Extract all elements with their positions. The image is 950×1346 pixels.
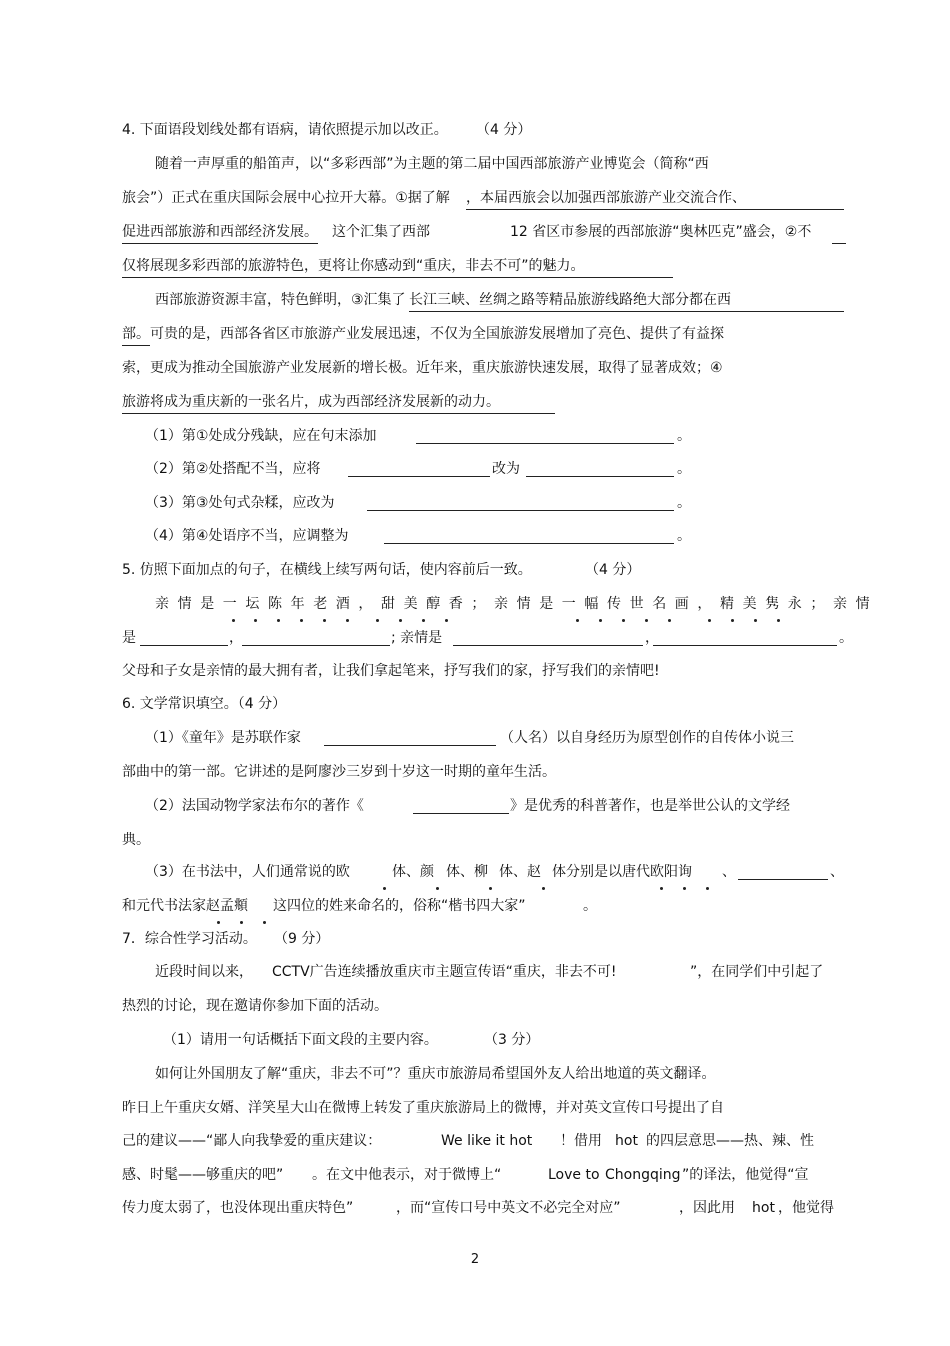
q7-passage-line2: 昨日上午重庆女婿、洋笑星大山在微博上转发了重庆旅游局上的微博，并对英文宣传口号提出了自 [122, 1100, 724, 1116]
q4-sub3-period: 。 [677, 495, 691, 511]
q4-p1-line1: 随着一声厚重的船笛声，以“多彩西部”为主题的第二届中国西部旅游产业博览会（简称“西 [155, 156, 709, 172]
q7-passage-line4e: ”的译法，他觉得“宣 [682, 1167, 809, 1183]
emphasis-dot [683, 887, 686, 890]
q4-sub2-to-blank[interactable] [526, 476, 674, 477]
q7-passage-line5c: ，因此用 [679, 1200, 735, 1216]
emphasis-dot [232, 619, 235, 622]
q6-sub3-end: 这四位的姓来命名的，俗称“楷书四大家” [273, 898, 526, 914]
emphasis-dot [622, 619, 625, 622]
q4-p1-line3b: 这个汇集了西部 [332, 224, 430, 240]
q7-sub1-score: （3 分） [484, 1032, 540, 1048]
q4-sub2-change-to: 改为 [492, 461, 520, 477]
q6-sub1-start: （1）《童年》是苏联作家 [145, 730, 301, 746]
q4-sub2-prompt: （2）第②处搭配不当，应将 [145, 461, 321, 477]
q7-passage-line3c: ！借用 [560, 1133, 602, 1149]
q4-sub4-prompt: （4）第④处语序不当，应调整为 [145, 528, 349, 544]
q6-sub1-line2: 部曲中的第一部。它讲述的是阿廖沙三岁到十岁这一时期的童年生活。 [122, 764, 556, 780]
emphasis-dot [489, 887, 492, 890]
q4-p1-line3c: 12 省区市参展的西部旅游“奥林匹克”盛会，②不 [510, 224, 812, 240]
q6-sub3-start: （3）在书法中，人们通常说的欧 [145, 864, 350, 880]
q7-passage-line5d: hot [752, 1200, 775, 1216]
q7-p1-end: ”，在同学们中引起了 [690, 964, 824, 980]
q6-author-blank[interactable] [324, 745, 496, 746]
emphasis-dot [777, 619, 780, 622]
q5-score: （4 分） [585, 562, 641, 578]
emphasis-dot [660, 887, 663, 890]
q7-p1-line2: 热烈的讨论，现在邀请你参加下面的活动。 [122, 998, 388, 1014]
q6-sub3-yan: 体、颜 [392, 864, 434, 880]
q7-passage-line3e: 的四层意思——热、辣、性 [646, 1133, 814, 1149]
q7-score: （9 分） [274, 931, 330, 947]
q4-sub4-answer-blank[interactable] [384, 543, 674, 544]
q5-comma-1: ， [229, 630, 243, 646]
emphasis-dot [445, 619, 448, 622]
q6-book-blank[interactable] [413, 813, 509, 814]
q5-line3: 父母和子女是亲情的最大拥有者，让我们拿起笔来，抒写我们的家，抒写我们的亲情吧! [122, 663, 660, 679]
q5-period: 。 [839, 630, 853, 646]
q6-sub3-liu: 体、柳 [446, 864, 488, 880]
q6-sub2-end: 》是优秀的科普著作，也是举世公认的文学经 [510, 798, 790, 814]
q7-passage-line3b: We like it hot [441, 1133, 533, 1149]
page-number: 2 [470, 1252, 480, 1267]
q7-passage-line4c: Love to [548, 1167, 600, 1183]
emphasis-dot [731, 619, 734, 622]
emphasis-dot [422, 619, 425, 622]
q4-underlined-2: 仅将展现多彩西部的旅游特色，更将让你感动到“重庆，非去不可”的魅力。 [122, 256, 673, 278]
emphasis-dot [383, 887, 386, 890]
q4-sub3-answer-blank[interactable] [367, 510, 674, 511]
q7-passage-line5a: 传力度太弱了，也没体现出重庆特色” [122, 1200, 354, 1216]
q7-passage-line5b: ，而“宣传口号中英文不必完全对应” [396, 1200, 621, 1216]
q6-title: 6. 文学常识填空。（4 分） [122, 696, 287, 712]
emphasis-dot [240, 921, 243, 924]
q7-passage-line1: 如何让外国朋友了解“重庆，非去不可”？重庆市旅游局希望国外友人给出地道的英文翻译。 [155, 1066, 716, 1082]
q6-sub1-end: （人名）以自身经历为原型创作的自传体小说三 [500, 730, 794, 746]
q7-p1-start: 近段时间以来， [155, 964, 253, 980]
emphasis-dot [542, 887, 545, 890]
q7-sub1-prompt: （1）请用一句话概括下面文段的主要内容。 [163, 1032, 438, 1048]
emphasis-dot [263, 921, 266, 924]
q7-passage-line5e: ，他觉得 [778, 1200, 834, 1216]
emphasis-dot [706, 887, 709, 890]
q5-blank-2[interactable] [242, 645, 390, 646]
q7-passage-line3a: 己的建议——“鄙人向我挚爱的重庆建议： [122, 1133, 382, 1149]
q5-blank-1[interactable] [140, 645, 228, 646]
emphasis-dot [376, 619, 379, 622]
q5-example-line: 亲情是一坛陈年老酒，甜美醇香；亲情是一幅传世名画，精美隽永；亲情 [155, 596, 879, 612]
q7-passage-line4d: Chongqing [605, 1167, 681, 1183]
q5-blank-3[interactable] [453, 645, 643, 646]
q6-calligrapher-blank[interactable] [738, 879, 828, 880]
q5-title: 5. 仿照下面加点的句子，在横线上续写两句话，使内容前后一致。 [122, 562, 532, 578]
emphasis-dot [399, 619, 402, 622]
emphasis-dot [754, 619, 757, 622]
q5-line2-middle: ; 亲情是 [391, 630, 443, 646]
q6-sub3-sep1: 、 [722, 864, 736, 880]
q5-line2-start: 是 [122, 630, 136, 646]
q6-sub3-period: 。 [583, 898, 597, 914]
q4-sub4-period: 。 [677, 528, 691, 544]
q4-title: 4. 下面语段划线处都有语病，请依照提示加以改正。 [122, 122, 448, 138]
q4-sub3-prompt: （3）第③处句式杂糅，应改为 [145, 495, 335, 511]
q4-sub1-prompt: （1）第①处成分残缺，应在句末添加 [145, 428, 377, 444]
emphasis-dot [645, 619, 648, 622]
q4-p2-line2b: 可贵的是，西部各省区市旅游产业发展迅速，不仅为全国旅游发展增加了亮色、提供了有益探 [150, 326, 724, 342]
emphasis-dot [217, 921, 220, 924]
emphasis-dot [599, 619, 602, 622]
q4-sub2-from-blank[interactable] [348, 476, 490, 477]
q7-passage-line4b: 。在文中他表示，对于微博上“ [312, 1167, 502, 1183]
q4-underlined-1b: 促进西部旅游和西部经济发展。 [122, 222, 318, 244]
q4-sub1-answer-blank[interactable] [416, 443, 674, 444]
emphasis-dot [576, 619, 579, 622]
q6-sub3-zhao: 体、赵 [499, 864, 541, 880]
emphasis-dot [668, 619, 671, 622]
emphasis-dot [708, 619, 711, 622]
q4-underlined-3b: 部。 [122, 324, 150, 346]
q7-passage-line3d: hot [615, 1133, 638, 1149]
q5-comma-2: ， [645, 630, 659, 646]
emphasis-dot [323, 619, 326, 622]
emphasis-dot [436, 887, 439, 890]
q6-sub2-line2: 典。 [122, 832, 150, 848]
q4-p2-line3: 索，更成为推动全国旅游产业发展新的增长极。近年来，重庆旅游快速发展，取得了显著成效；④ [122, 360, 723, 376]
q7-title: 7．综合性学习活动。 [122, 931, 257, 947]
q4-underlined-1a: ，本届西旅会以加强西部旅游产业交流合作、 [466, 188, 844, 210]
q6-sub3-zhaomengfu: 和元代书法家赵孟頫 [122, 898, 248, 914]
emphasis-dot [300, 619, 303, 622]
q7-passage-line4a: 感、时髦——够重庆的吧” [122, 1167, 284, 1183]
q4-score: （4 分） [476, 122, 532, 138]
q4-underline-2-start [832, 243, 846, 244]
emphasis-dot [254, 619, 257, 622]
q4-underlined-3a: 长江三峡、丝绸之路等精品旅游线路绝大部分都在西 [409, 290, 844, 312]
q6-sub3-sep2: 、 [830, 864, 844, 880]
q4-sub1-period: 。 [677, 428, 691, 444]
q4-sub2-period: 。 [677, 461, 691, 477]
q6-sub3-ouyangxun: 体分别是以唐代欧阳询 [552, 864, 692, 880]
q4-p1-line2a: 旅会”）正式在重庆国际会展中心拉开大幕。①据了解 [122, 190, 450, 206]
q4-p2-line1a: 西部旅游资源丰富，特色鲜明，③汇集了 [155, 292, 406, 308]
emphasis-dot [277, 619, 280, 622]
q4-underlined-4: 旅游将成为重庆新的一张名片，成为西部经济发展新的动力。 [122, 392, 555, 414]
q6-sub2-start: （2）法国动物学家法布尔的著作《 [145, 798, 364, 814]
emphasis-dot [346, 619, 349, 622]
q5-blank-4[interactable] [653, 645, 837, 646]
q7-p1-slogan: CCTV广告连续播放重庆市主题宣传语“重庆，非去不可! [272, 964, 617, 980]
